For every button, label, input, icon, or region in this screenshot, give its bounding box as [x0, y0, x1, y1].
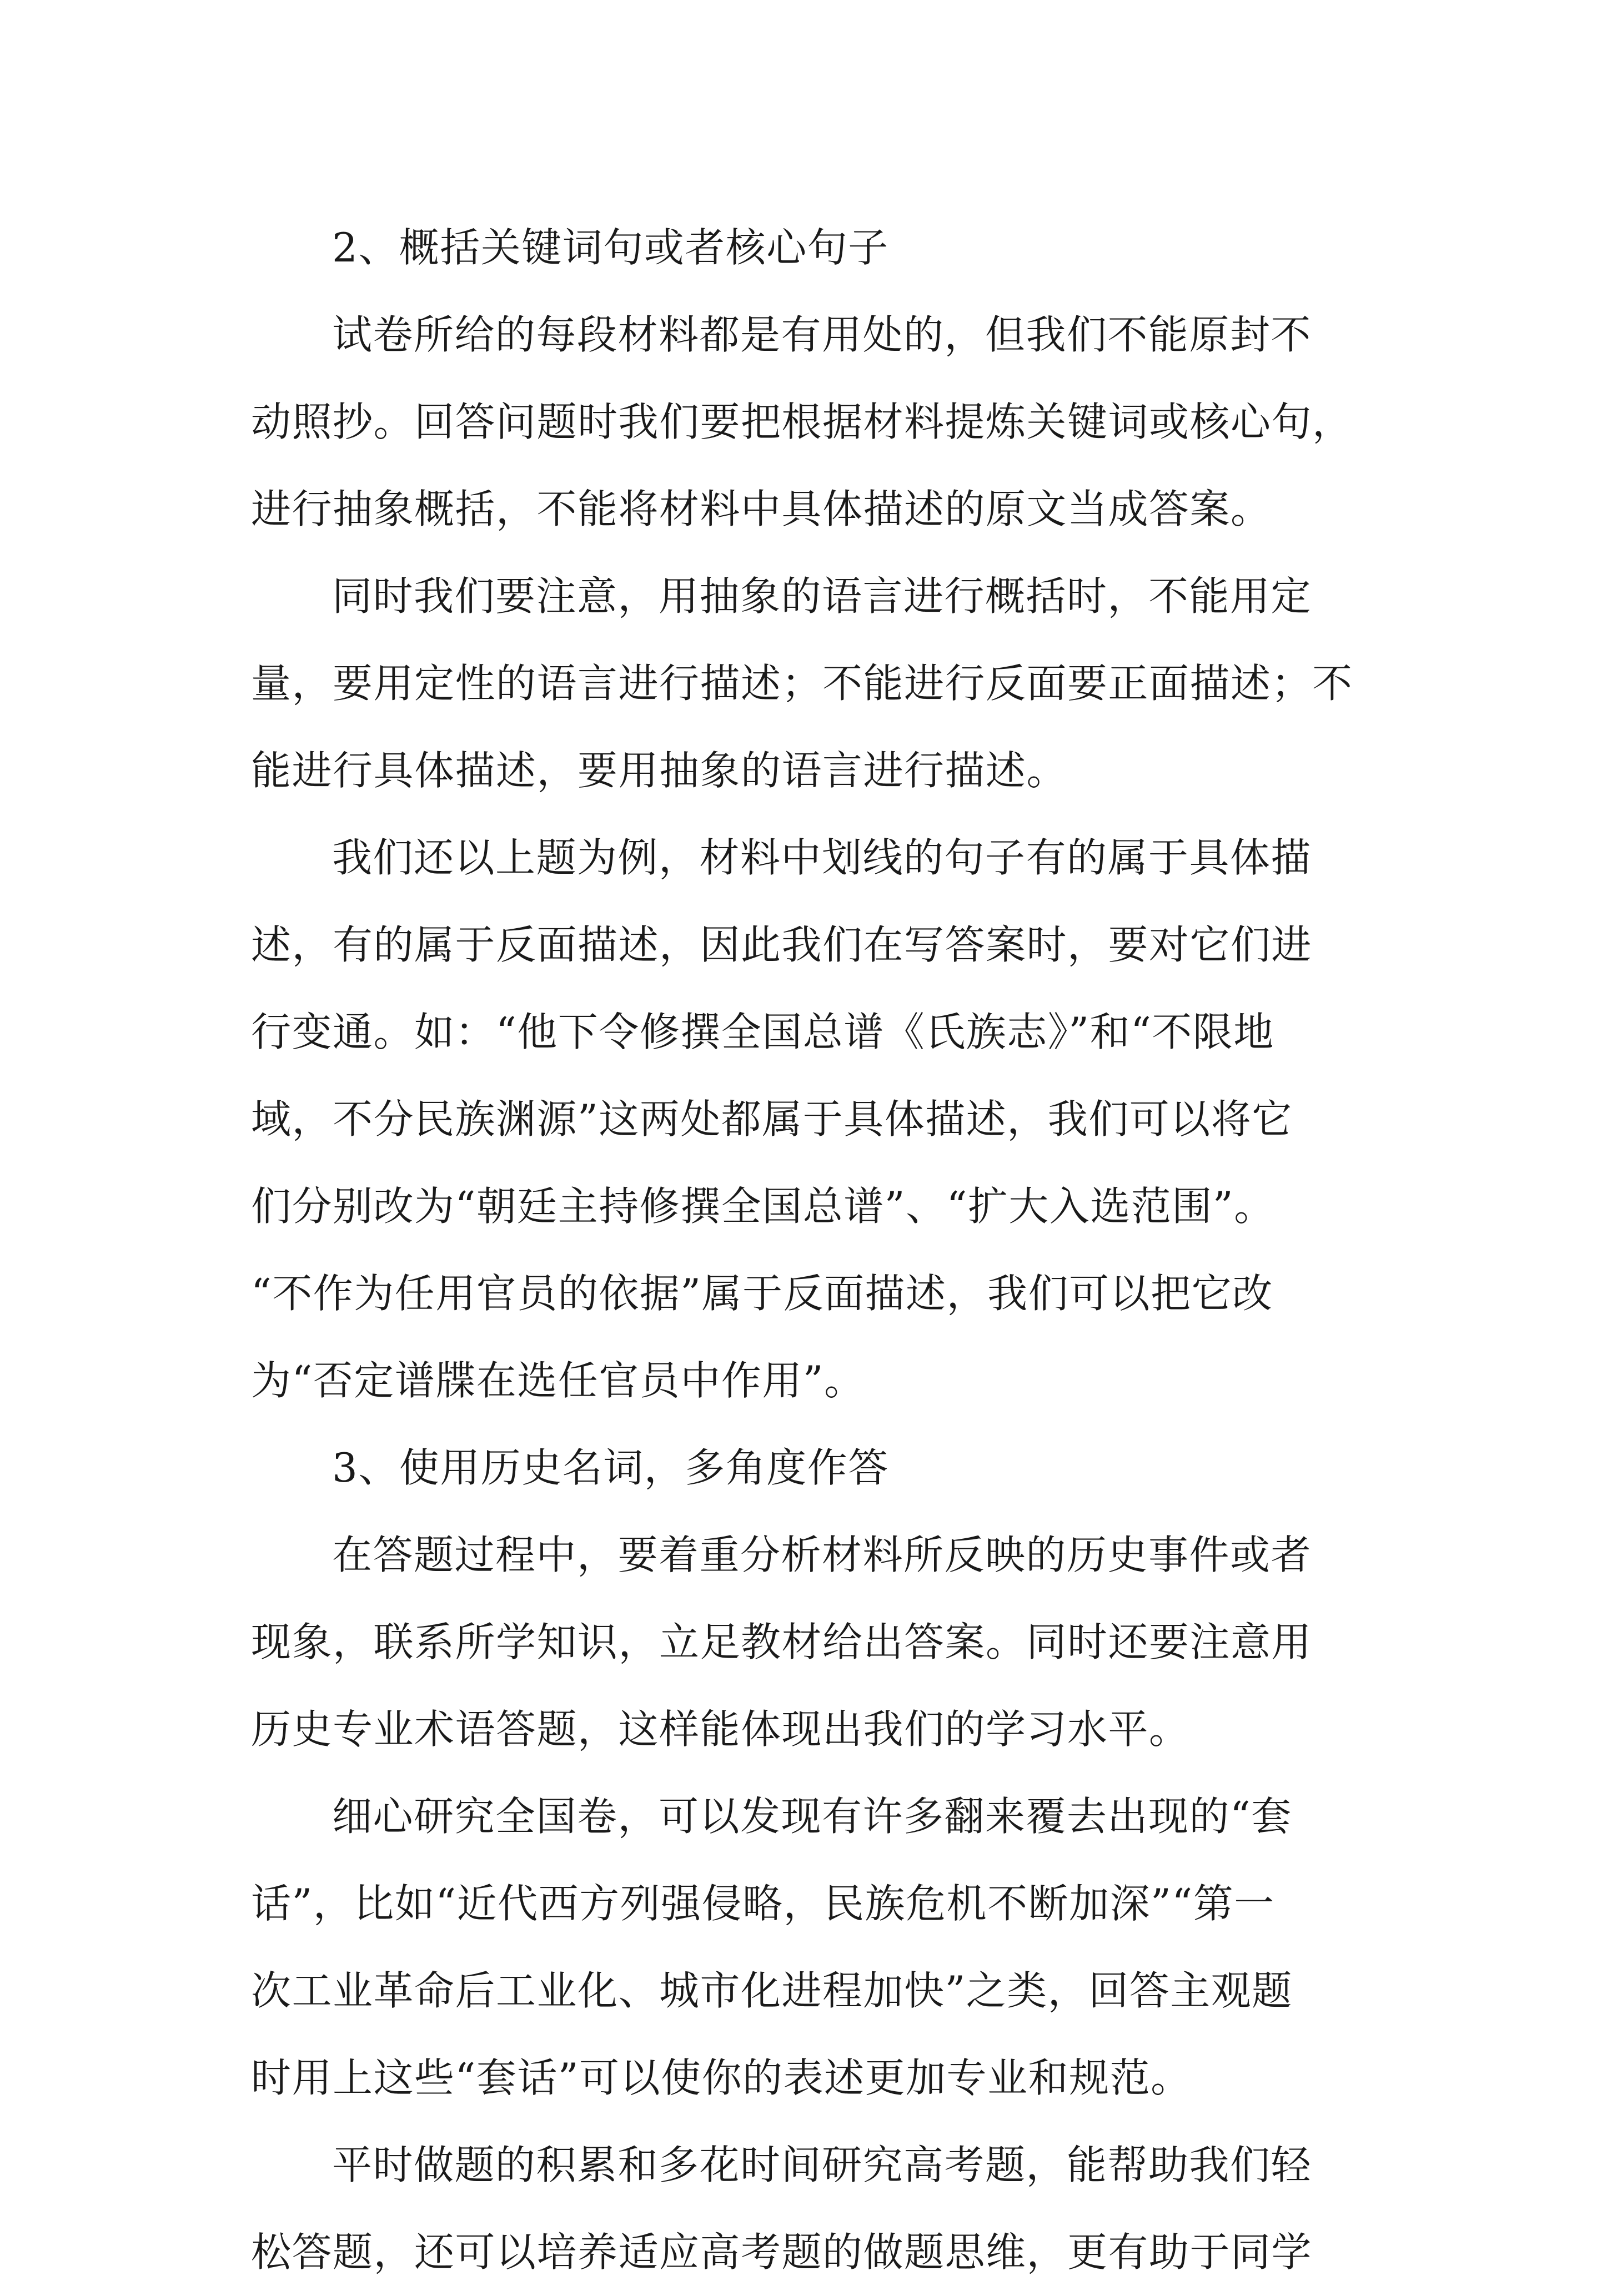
paragraph-line: 平时做题的积累和多花时间研究高考题，能帮助我们轻: [332, 2142, 1312, 2188]
paragraph-line: 现象，联系所学知识，立足教材给出答案。同时还要注意用: [251, 1619, 1313, 1665]
paragraph-line: 同时我们要注意，用抽象的语言进行概括时，不能用定: [332, 573, 1312, 620]
section-heading: 2、概括关键词句或者核心句子: [332, 224, 889, 271]
body-text: [251, 204, 1367, 2296]
paragraph-line: 进行抽象概括，不能将材料中具体描述的原文当成答案。: [251, 486, 1272, 532]
paragraph-line: 松答题，还可以培养适应高考题的做题思维，更有助于同学: [251, 2229, 1313, 2275]
paragraph-line: 历史专业术语答题，这样能体现出我们的学习水平。: [251, 1706, 1190, 1753]
paragraph-line: 在答题过程中，要着重分析材料所反映的历史事件或者: [332, 1532, 1312, 1578]
paragraph-line: “不作为任用官员的依据”属于反面描述，我们可以把它改: [251, 1270, 1273, 1317]
paragraph-line: 试卷所给的每段材料都是有用处的，但我们不能原封不: [332, 311, 1312, 358]
paragraph-line: 们分别改为“朝廷主持修撰全国总谱”、“扩大入选范围”。: [251, 1183, 1275, 1230]
paragraph-line: 我们还以上题为例，材料中划线的句子有的属于具体描: [332, 834, 1312, 881]
paragraph-line: 次工业革命后工业化、城市化进程加快”之类，回答主观题: [251, 1967, 1293, 2014]
paragraph-line: 量，要用定性的语言进行描述；不能进行反面要正面描述；不: [251, 660, 1353, 707]
paragraph-line: 细心研究全国卷，可以发现有许多翻来覆去出现的“套: [332, 1793, 1292, 1840]
paragraph-line: 话”，比如“近代西方列强侵略，民族危机不断加深”“第一: [251, 1880, 1275, 1927]
paragraph-line: 动照抄。回答问题时我们要把根据材料提炼关键词或核心句，: [251, 399, 1353, 445]
paragraph-line: 行变通。如：“他下令修撰全国总谱《氏族志》”和“不限地: [251, 1009, 1274, 1055]
paragraph-line: 时用上这些“套话”可以使你的表述更加专业和规范。: [251, 2055, 1192, 2101]
paragraph-line: 能进行具体描述，要用抽象的语言进行描述。: [251, 747, 1068, 794]
paragraph-line: 为“否定谱牒在选任官员中作用”。: [251, 1357, 865, 1404]
paragraph-line: 域，不分民族渊源”这两处都属于具体描述，我们可以将它: [251, 1096, 1293, 1142]
section-heading: 3、使用历史名词，多角度作答: [332, 1444, 889, 1491]
paragraph-line: 述，有的属于反面描述，因此我们在写答案时，要对它们进: [251, 922, 1313, 968]
